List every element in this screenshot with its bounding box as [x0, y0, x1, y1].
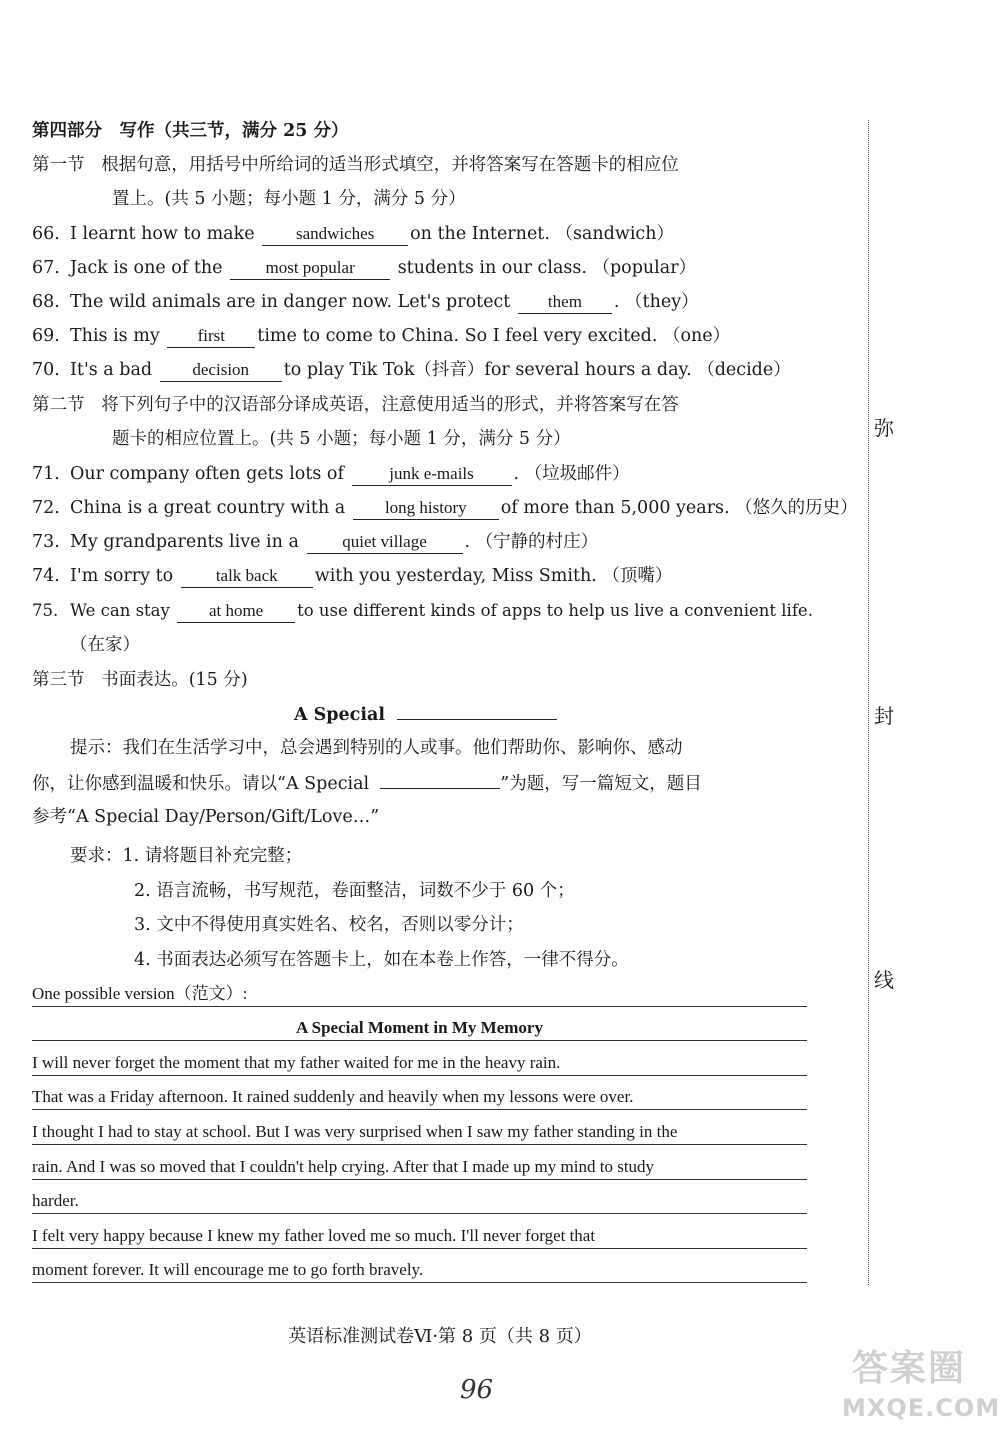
- answer-blank: them: [518, 291, 612, 314]
- essay-title: A Special Moment in My Memory: [32, 1016, 807, 1041]
- answer-blank: decision: [160, 359, 282, 382]
- question-text: . （宁静的村庄）: [464, 532, 599, 552]
- question-text: We can stay: [70, 601, 170, 620]
- question-69: [32, 323, 730, 349]
- section3-title: 第三节: [32, 670, 85, 690]
- watermark-sub: MXQE.COM: [842, 1394, 1000, 1422]
- answer-blank: first: [167, 325, 255, 348]
- question-text: . （they）: [613, 292, 699, 312]
- question-number: 67.: [32, 258, 60, 278]
- hint-line1: 提示：我们在生活学习中，总会遇到特别的人或事。他们帮助你、影响你、感动: [70, 738, 683, 758]
- question-text: time to come to China. So I feel very excited. （one）: [257, 326, 731, 346]
- question-text: Jack is one of the: [70, 258, 223, 278]
- section1-instruction: [32, 152, 679, 178]
- essay-line: harder.: [32, 1189, 807, 1214]
- question-text: It's a bad: [70, 360, 153, 380]
- section3-heading: [32, 667, 248, 693]
- question-number: 75.: [32, 601, 59, 620]
- requirement-label: 要求：: [70, 846, 123, 866]
- section2-instruction-line2: 题卡的相应位置上。(共 5 小题；每小题 1 分，满分 5 分）: [112, 429, 571, 449]
- hint-blank: [380, 770, 500, 789]
- question-text: The wild animals are in danger now. Let's protect: [70, 292, 511, 312]
- answer-blank: long history: [353, 497, 499, 520]
- question-text: of more than 5,000 years. （悠久的历史）: [500, 498, 858, 518]
- section1-instruction-line1: 根据句意，用括号中所给词的适当形式填空，并将答案写在答题卡的相应位: [101, 155, 679, 175]
- question-text: with you yesterday, Miss Smith. （顶嘴）: [314, 566, 673, 586]
- essay-line: I thought I had to stay at school. But I was very surprised when I saw my father standing in the: [32, 1120, 807, 1145]
- question-text: My grandparents live in a: [70, 532, 299, 552]
- essay-line: I will never forget the moment that my father waited for me in the heavy rain.: [32, 1051, 807, 1076]
- question-72: [32, 495, 858, 521]
- question-number: 72.: [32, 498, 60, 518]
- question-text: students in our class. （popular）: [397, 258, 697, 278]
- requirement-4: 4. 书面表达必须写在答题卡上，如在本卷上作答，一律不得分。: [134, 950, 629, 970]
- essay-line: moment forever. It will encourage me to go forth bravely.: [32, 1258, 807, 1283]
- requirement-text: 1. 请将题目补充完整；: [122, 846, 303, 866]
- question-text: This is my: [70, 326, 160, 346]
- handwritten-page-number: 96: [460, 1375, 494, 1405]
- question-text: I learnt how to make: [70, 224, 255, 244]
- question-number: 73.: [32, 532, 60, 552]
- answer-blank: junk e-mails: [352, 463, 512, 486]
- hint-text: 你，让你感到温暖和快乐。请以“A Special: [32, 774, 370, 794]
- section2-instruction-line1: 将下列句子中的汉语部分译成英语，注意使用适当的形式，并将答案写在答: [101, 395, 679, 415]
- question-68: [32, 289, 699, 315]
- answer-blank: sandwiches: [262, 223, 408, 246]
- question-75-hint: （在家）: [70, 635, 140, 655]
- topic-blank: [397, 701, 557, 720]
- hint-line2: [32, 770, 702, 797]
- question-66: [32, 221, 674, 247]
- seal-char-mi: 弥: [874, 416, 894, 440]
- question-number: 71.: [32, 464, 60, 484]
- question-number: 68.: [32, 292, 60, 312]
- essay-line: That was a Friday afternoon. It rained suddenly and heavily when my lessons were over.: [32, 1085, 807, 1110]
- essay-line: rain. And I was so moved that I couldn't help crying. After that I made up my mind to study: [32, 1155, 807, 1180]
- essay-label: One possible version（范文）:: [32, 982, 807, 1007]
- section3-desc: 书面表达。(15 分): [101, 670, 248, 690]
- writing-topic-text: A Special: [294, 705, 385, 725]
- watermark-main: 答案圈: [852, 1348, 967, 1389]
- part4-heading: 第四部分 写作（共三节，满分 25 分）: [32, 121, 349, 141]
- answer-blank: talk back: [181, 565, 313, 588]
- question-text: to use different kinds of apps to help us live a convenient life.: [297, 601, 813, 620]
- requirement-2: 2. 语言流畅，书写规范，卷面整洁，词数不少于 60 个；: [134, 881, 575, 901]
- requirement-1: [70, 843, 302, 869]
- question-67: [32, 255, 696, 281]
- answer-blank: most popular: [230, 257, 390, 280]
- answer-blank: at home: [177, 600, 295, 623]
- question-text: to play Tik Tok（抖音）for several hours a day. （decide）: [283, 360, 791, 380]
- question-text: . （垃圾邮件）: [513, 464, 630, 484]
- question-74: [32, 563, 672, 589]
- hint-text: ”为题，写一篇短文，题目: [500, 774, 702, 794]
- question-number: 70.: [32, 360, 60, 380]
- question-70: [32, 357, 791, 383]
- essay-line: I felt very happy because I knew my father loved me so much. I'll never forget that: [32, 1224, 807, 1249]
- hint-line3: 参考“A Special Day/Person/Gift/Love…”: [32, 807, 380, 827]
- question-number: 69.: [32, 326, 60, 346]
- question-text: Our company often gets lots of: [70, 464, 344, 484]
- writing-topic: [294, 701, 557, 728]
- section1-title: 第一节: [32, 155, 85, 175]
- answer-blank: quiet village: [307, 531, 463, 554]
- page-footer: 英语标准测试卷Ⅵ·第 8 页（共 8 页）: [288, 1326, 592, 1347]
- watermark-logo: [842, 1340, 1000, 1430]
- question-number: 66.: [32, 224, 60, 244]
- section2-title: 第二节: [32, 395, 85, 415]
- seal-dotted-line: [868, 120, 869, 1285]
- seal-char-feng: 封: [874, 704, 894, 728]
- question-text: China is a great country with a: [70, 498, 346, 518]
- question-71: [32, 461, 630, 487]
- question-number: 74.: [32, 566, 60, 586]
- requirement-3: 3. 文中不得使用真实姓名、校名，否则以零分计；: [134, 915, 524, 935]
- question-text: I'm sorry to: [70, 566, 174, 586]
- question-73: [32, 529, 598, 555]
- seal-char-xian: 线: [874, 968, 894, 992]
- question-text: on the Internet. （sandwich）: [410, 224, 674, 244]
- section1-instruction-line2: 置上。(共 5 小题；每小题 1 分，满分 5 分）: [112, 189, 466, 209]
- question-75: [32, 598, 813, 624]
- section2-instruction: [32, 392, 679, 418]
